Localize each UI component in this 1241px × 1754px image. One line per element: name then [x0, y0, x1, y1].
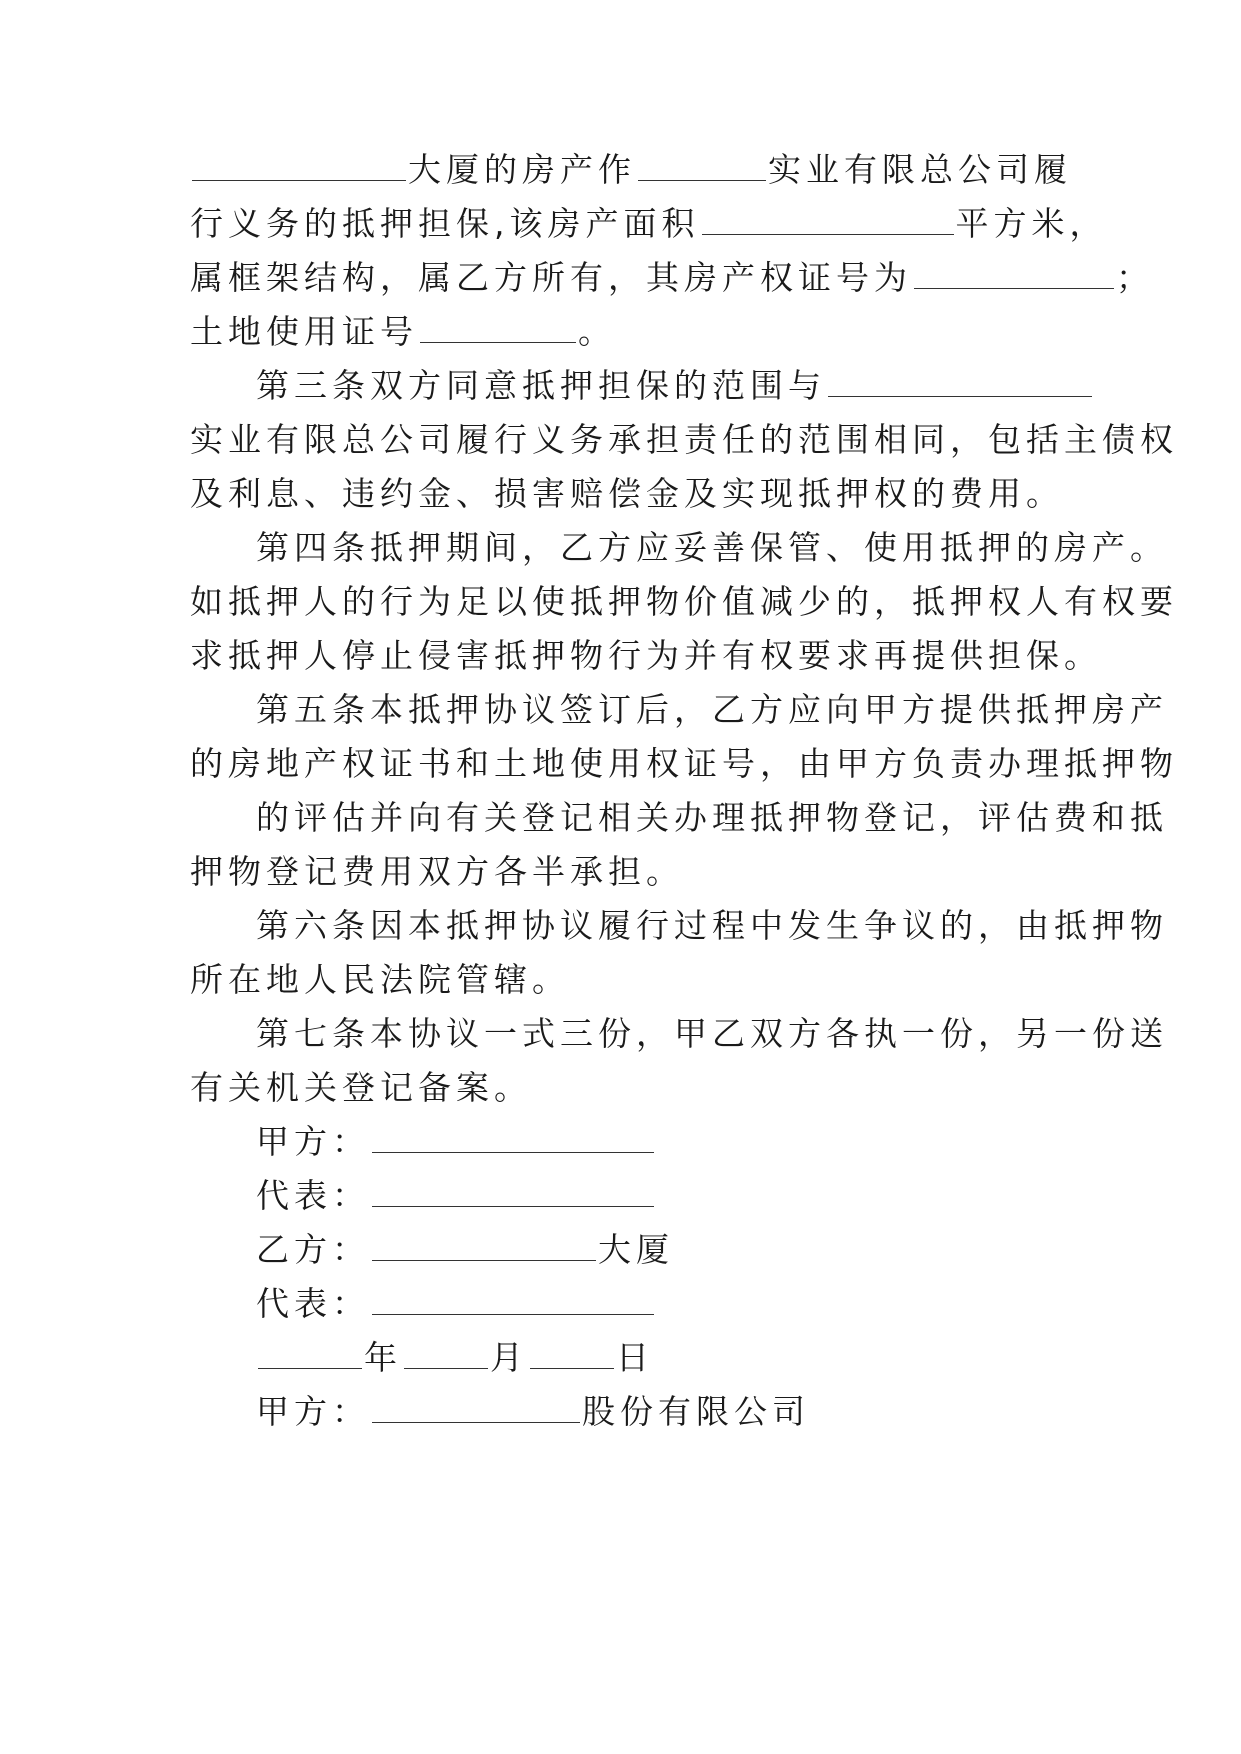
- blank-field[interactable]: [638, 150, 766, 181]
- signature-rep-1: 代表：: [256, 1176, 656, 1216]
- clause-7-line-2: 有关机关登记备案。: [190, 1068, 532, 1107]
- signature-party-b: 乙方： 大厦: [256, 1230, 674, 1269]
- clause-3-line-2: 实业有限总公司履行义务承担责任的范围相同，包括主债权: [190, 420, 1178, 459]
- party-a-blank[interactable]: [372, 1122, 654, 1153]
- blank-field[interactable]: [192, 150, 406, 181]
- clause-2-line-4: 土地使用证号 。: [190, 312, 616, 351]
- clause-3-line-3: 及利息、违约金、损害赔偿金及实现抵押权的费用。: [190, 474, 1064, 513]
- blank-field[interactable]: [914, 258, 1114, 289]
- signature-date: 年 月 日: [256, 1338, 654, 1378]
- blank-field[interactable]: [420, 312, 576, 343]
- clause-4-line-3: 求抵押人停止侵害抵押物行为并有权要求再提供担保。: [190, 636, 1102, 675]
- blank-field[interactable]: [702, 204, 954, 235]
- clause-5-line-3: 的评估并向有关登记相关办理抵押物登记，评估费和抵: [256, 798, 1168, 837]
- clause-4-line-2: 如抵押人的行为足以使抵押物价值减少的，抵押权人有权要: [190, 582, 1178, 621]
- day-blank[interactable]: [530, 1338, 614, 1369]
- signature-rep-2: 代表：: [256, 1284, 656, 1324]
- party-b-blank[interactable]: [372, 1230, 596, 1261]
- blank-field[interactable]: [828, 366, 1092, 397]
- year-blank[interactable]: [258, 1338, 362, 1369]
- rep-2-blank[interactable]: [372, 1284, 654, 1315]
- clause-5-line-1: 第五条本抵押协议签订后，乙方应向甲方提供抵押房产: [256, 690, 1168, 729]
- signature-party-a: 甲方：: [256, 1122, 656, 1162]
- clause-6-line-2: 所在地人民法院管辖。: [190, 960, 570, 999]
- clause-2-line-2: 行义务的抵押担保,该房产面积 平方米，: [190, 204, 1108, 243]
- clause-2-line-3: 属框架结构，属乙方所有，其房产权证号为 ；: [190, 258, 1154, 297]
- party-a-2-blank[interactable]: [372, 1392, 580, 1423]
- clause-2-line-1: 大厦的房产作 实业有限总公司履: [190, 150, 1072, 190]
- rep-1-blank[interactable]: [372, 1176, 654, 1207]
- signature-party-a-2: 甲方： 股份有限公司: [256, 1392, 810, 1431]
- clause-7-line-1: 第七条本协议一式三份，甲乙双方各执一份，另一份送: [256, 1014, 1168, 1053]
- clause-5-line-2: 的房地产权证书和土地使用权证号，由甲方负责办理抵押物: [190, 744, 1178, 783]
- clause-3-line-1: 第三条双方同意抵押担保的范围与: [256, 366, 1094, 406]
- clause-4-line-1: 第四条抵押期间，乙方应妥善保管、使用抵押的房产。: [256, 528, 1168, 567]
- month-blank[interactable]: [404, 1338, 488, 1369]
- clause-6-line-1: 第六条因本抵押协议履行过程中发生争议的，由抵押物: [256, 906, 1168, 945]
- clause-5-line-4: 押物登记费用双方各半承担。: [190, 852, 684, 891]
